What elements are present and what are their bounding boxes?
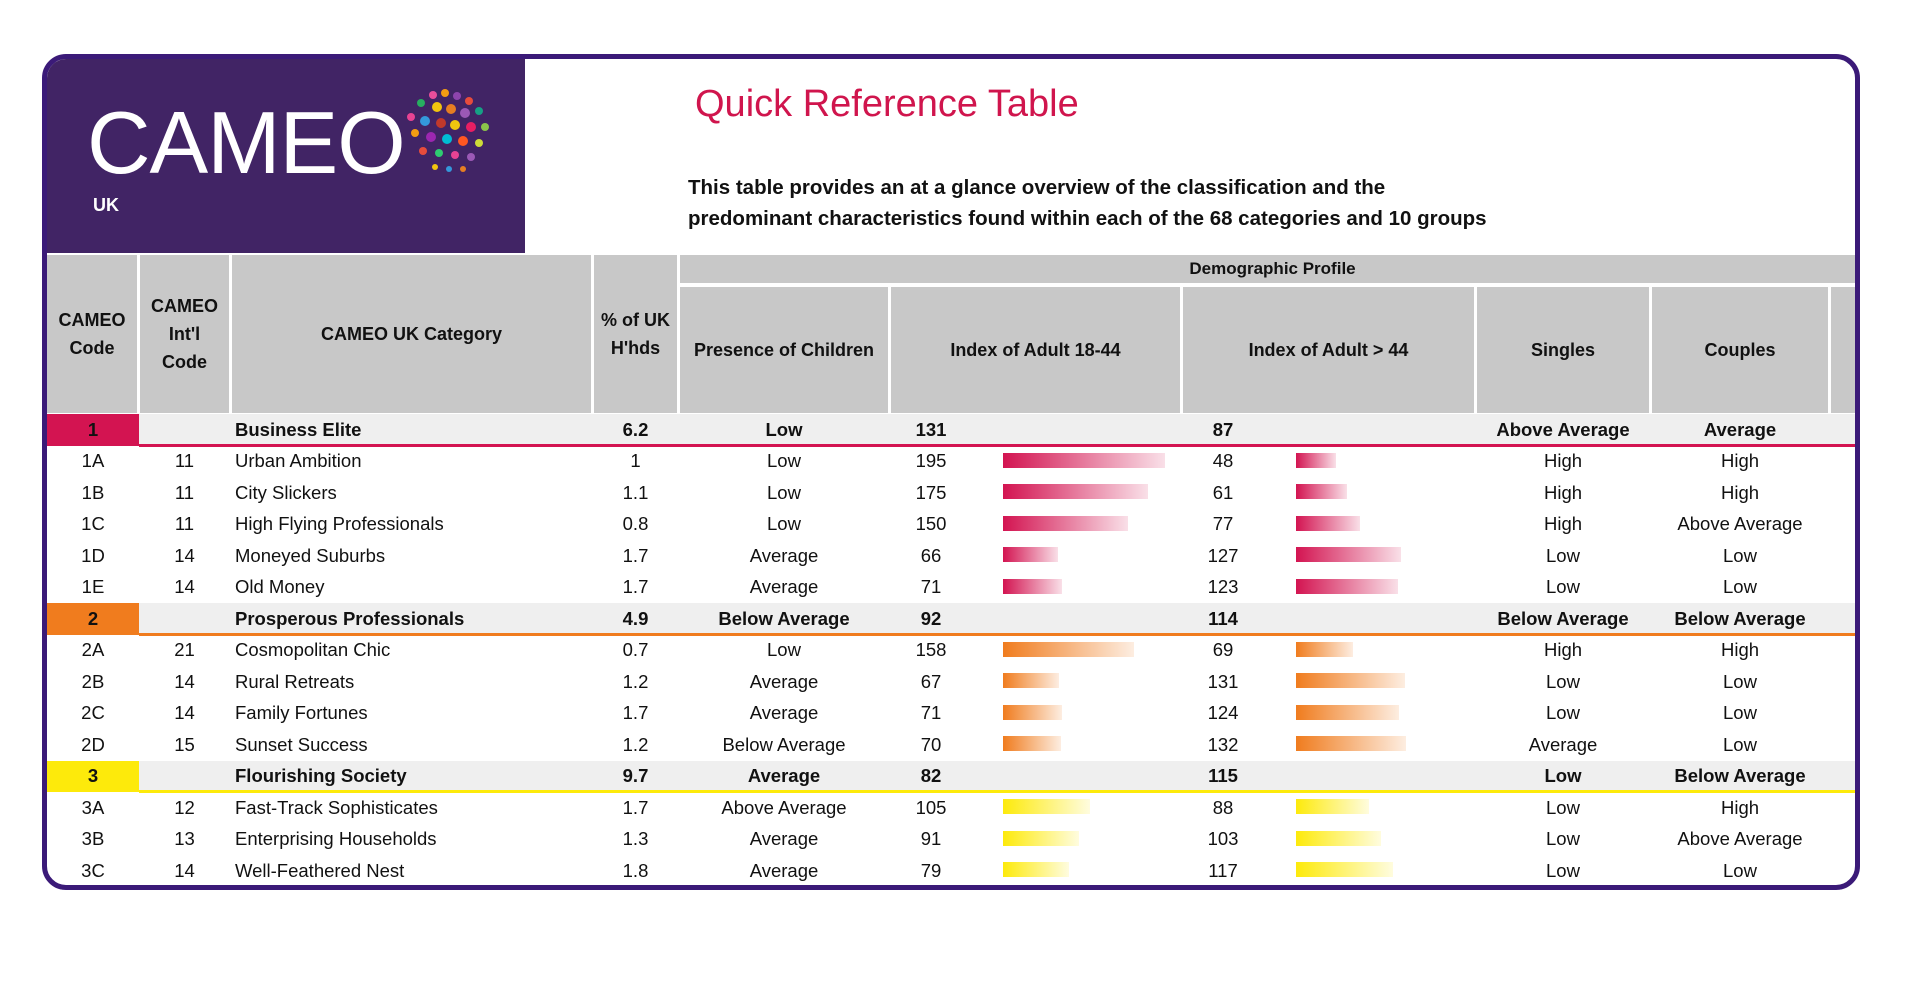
presence-of-children: Average [749, 828, 819, 850]
singles-value: Low [1546, 670, 1580, 692]
group-couples: Below Average [1674, 765, 1806, 787]
singles-value: Low [1546, 828, 1580, 850]
adult-18-44-value: 195 [915, 450, 947, 472]
group-row [47, 414, 1860, 446]
couples-value: Low [1723, 702, 1757, 724]
households-pct: 1.8 [622, 859, 649, 881]
category-code: 3A [81, 796, 105, 818]
presence-of-children: Average [749, 670, 819, 692]
adult-44-value: 69 [1212, 639, 1234, 661]
category-code: 1E [81, 576, 105, 598]
category-name: Urban Ambition [235, 450, 362, 472]
category-code: 2A [81, 639, 105, 661]
category-name: Well-Feathered Nest [235, 859, 405, 881]
logo-region: UK [93, 195, 119, 215]
singles-value: Low [1546, 576, 1580, 598]
presence-of-children: Low [767, 450, 801, 472]
header-intl-code: CAMEO Int'l Code [140, 255, 229, 413]
group-pct: 6.2 [622, 418, 649, 440]
adult-44-bar [1296, 705, 1399, 720]
group-couples: Average [1703, 418, 1777, 440]
adult-18-44-value: 67 [920, 670, 942, 692]
reference-frame [42, 54, 1860, 890]
intl-code: 13 [174, 828, 195, 850]
intl-code: 14 [174, 702, 195, 724]
group-pct: 4.9 [622, 607, 649, 629]
category-code: 1A [81, 450, 105, 472]
header-demographic-profile: Demographic Profile [680, 255, 1860, 283]
group-row [47, 761, 1860, 793]
table-row [47, 635, 1860, 667]
cameo-logo [47, 59, 525, 253]
table-row [47, 540, 1860, 572]
table-header [47, 255, 1860, 413]
table-row [47, 666, 1860, 698]
adult-44-value: 124 [1207, 702, 1239, 724]
header-adult-44: Index of Adult > 44 [1183, 287, 1474, 413]
page-title: Quick Reference Table [695, 83, 1079, 125]
table-row [47, 855, 1860, 887]
intl-code: 14 [174, 859, 195, 881]
group-couples: Below Average [1674, 607, 1806, 629]
households-pct: 1.7 [622, 702, 649, 724]
adult-44-value: 132 [1207, 733, 1239, 755]
header-singles: Singles [1477, 287, 1649, 413]
couples-value: High [1720, 481, 1760, 503]
adult-44-bar [1296, 799, 1369, 814]
group-code: 1 [87, 418, 99, 440]
adult-44-value: 117 [1208, 859, 1238, 881]
singles-value: Low [1546, 702, 1580, 724]
category-code: 1C [81, 513, 105, 535]
households-pct: 1.7 [622, 796, 649, 818]
intl-code: 14 [174, 544, 195, 566]
adult-18-44-bar [1003, 453, 1165, 468]
table-row [47, 572, 1860, 604]
adult-44-bar [1296, 453, 1336, 468]
group-adult-44: 114 [1208, 607, 1238, 629]
households-pct: 1.7 [622, 576, 649, 598]
couples-value: Low [1723, 670, 1757, 692]
adult-18-44-bar [1003, 547, 1058, 562]
group-children: Below Average [718, 607, 850, 629]
adult-18-44-bar [1003, 831, 1079, 846]
adult-18-44-value: 150 [915, 513, 947, 535]
adult-18-44-bar [1003, 705, 1062, 720]
category-code: 1B [81, 481, 105, 503]
adult-44-value: 123 [1207, 576, 1239, 598]
presence-of-children: Average [749, 702, 819, 724]
adult-18-44-bar [1003, 799, 1090, 814]
group-name: Flourishing Society [235, 765, 407, 787]
category-code: 2D [81, 733, 105, 755]
adult-18-44-bar [1003, 516, 1128, 531]
intl-code: 12 [174, 796, 195, 818]
group-code: 3 [87, 765, 99, 787]
intl-code: 21 [174, 639, 195, 661]
intl-code: 11 [174, 513, 195, 535]
households-pct: 0.8 [622, 513, 649, 535]
group-children: Average [747, 765, 821, 787]
table-row [47, 824, 1860, 856]
households-pct: 1.2 [622, 670, 649, 692]
presence-of-children: Average [749, 859, 819, 881]
logo-dots-icon [393, 87, 493, 177]
singles-value: Low [1546, 544, 1580, 566]
adult-18-44-value: 79 [920, 859, 942, 881]
couples-value: High [1720, 796, 1760, 818]
category-code: 1D [81, 544, 105, 566]
adult-44-bar [1296, 673, 1405, 688]
table-row [47, 477, 1860, 509]
adult-18-44-bar [1003, 862, 1069, 877]
intro-line: This table provides an at a glance overview of the classification and the [688, 176, 1386, 199]
presence-of-children: Above Average [721, 796, 847, 818]
adult-18-44-value: 71 [920, 702, 942, 724]
group-children: Low [765, 418, 803, 440]
presence-of-children: Low [767, 639, 801, 661]
group-singles: Above Average [1496, 418, 1630, 440]
intl-code: 15 [174, 733, 195, 755]
adult-44-bar [1296, 547, 1401, 562]
header-couples: Couples [1652, 287, 1828, 413]
singles-value: Average [1528, 733, 1598, 755]
presence-of-children: Average [749, 576, 819, 598]
adult-18-44-bar [1003, 579, 1062, 594]
table-row [47, 792, 1860, 824]
singles-value: High [1543, 513, 1583, 535]
table-row [47, 729, 1860, 761]
couples-value: Low [1723, 544, 1757, 566]
singles-value: High [1543, 639, 1583, 661]
households-pct: 0.7 [622, 639, 649, 661]
adult-44-value: 48 [1212, 450, 1234, 472]
category-name: Moneyed Suburbs [235, 544, 386, 566]
couples-value: Low [1723, 859, 1757, 881]
households-pct: 1.3 [622, 828, 649, 850]
category-name: Rural Retreats [235, 670, 355, 692]
adult-44-bar [1296, 831, 1381, 846]
couples-value: High [1720, 639, 1760, 661]
category-name: Sunset Success [235, 733, 368, 755]
header-code: CAMEO Code [47, 255, 137, 413]
couples-value: High [1720, 450, 1760, 472]
presence-of-children: Low [767, 481, 801, 503]
adult-44-bar [1296, 736, 1406, 751]
presence-of-children: Below Average [722, 733, 846, 755]
category-name: High Flying Professionals [235, 513, 444, 535]
adult-18-44-value: 71 [920, 576, 942, 598]
adult-44-bar [1296, 579, 1398, 594]
table-row [47, 509, 1860, 541]
group-singles: Below Average [1497, 607, 1629, 629]
adult-44-bar [1296, 862, 1393, 877]
adult-18-44-value: 70 [920, 733, 942, 755]
category-name: Cosmopolitan Chic [235, 639, 391, 661]
header-children: Presence of Children [680, 287, 888, 413]
adult-44-bar [1296, 642, 1353, 657]
group-adult-18-44: 131 [915, 418, 947, 440]
intl-code: 11 [174, 481, 195, 503]
table-row [47, 446, 1860, 478]
adult-18-44-value: 158 [915, 639, 947, 661]
adult-18-44-bar [1003, 673, 1059, 688]
adult-44-value: 131 [1207, 670, 1239, 692]
adult-18-44-bar [1003, 736, 1061, 751]
adult-44-bar [1296, 484, 1347, 499]
group-name: Prosperous Professionals [235, 607, 465, 629]
adult-18-44-value: 175 [915, 481, 947, 503]
category-name: Enterprising Households [235, 828, 437, 850]
couples-value: Low [1723, 733, 1757, 755]
adult-44-value: 61 [1212, 481, 1234, 503]
adult-18-44-bar [1003, 484, 1148, 499]
group-adult-18-44: 82 [920, 765, 942, 787]
header-adult-18-44: Index of Adult 18-44 [891, 287, 1180, 413]
category-code: 3B [81, 828, 105, 850]
adult-44-value: 77 [1212, 513, 1234, 535]
adult-44-value: 127 [1207, 544, 1239, 566]
adult-18-44-bar [1003, 642, 1134, 657]
adult-18-44-value: 91 [920, 828, 942, 850]
adult-44-value: 103 [1207, 828, 1239, 850]
group-adult-18-44: 92 [920, 607, 942, 629]
intro-line: predominant characteristics found within each of the 68 categories and 10 groups [688, 207, 1487, 230]
couples-value: Low [1723, 576, 1757, 598]
category-name: Fast-Track Sophisticates [235, 796, 438, 818]
category-name: Family Fortunes [235, 702, 368, 724]
group-singles: Low [1544, 765, 1582, 787]
adult-44-value: 88 [1212, 796, 1234, 818]
group-adult-44: 115 [1208, 765, 1238, 787]
households-pct: 1.1 [622, 481, 649, 503]
presence-of-children: Average [749, 544, 819, 566]
category-code: 2C [81, 702, 105, 724]
category-code: 3C [81, 859, 105, 881]
adult-18-44-value: 66 [920, 544, 942, 566]
logo-wordmark: CAMEO [87, 93, 405, 192]
intl-code: 14 [174, 576, 195, 598]
group-adult-44: 87 [1212, 418, 1234, 440]
group-row [47, 603, 1860, 635]
group-pct: 9.7 [622, 765, 649, 787]
households-pct: 1.2 [622, 733, 649, 755]
group-code: 2 [87, 607, 99, 629]
households-pct: 1 [630, 450, 641, 472]
intro-text [688, 172, 1548, 234]
intl-code: 14 [174, 670, 195, 692]
category-code: 2B [81, 670, 105, 692]
singles-value: Low [1546, 796, 1580, 818]
header-pct: % of UK H'hds [594, 255, 677, 413]
singles-value: High [1543, 481, 1583, 503]
header-extra-column [1831, 287, 1860, 413]
adult-44-bar [1296, 516, 1360, 531]
category-name: Old Money [235, 576, 325, 598]
table-row [47, 698, 1860, 730]
group-name: Business Elite [235, 418, 362, 440]
adult-18-44-value: 105 [915, 796, 947, 818]
singles-value: High [1543, 450, 1583, 472]
intl-code: 11 [174, 450, 195, 472]
couples-value: Above Average [1677, 513, 1803, 535]
presence-of-children: Low [767, 513, 801, 535]
category-name: City Slickers [235, 481, 337, 503]
singles-value: Low [1546, 859, 1580, 881]
households-pct: 1.7 [622, 544, 649, 566]
header-category: CAMEO UK Category [232, 255, 591, 413]
couples-value: Above Average [1677, 828, 1803, 850]
